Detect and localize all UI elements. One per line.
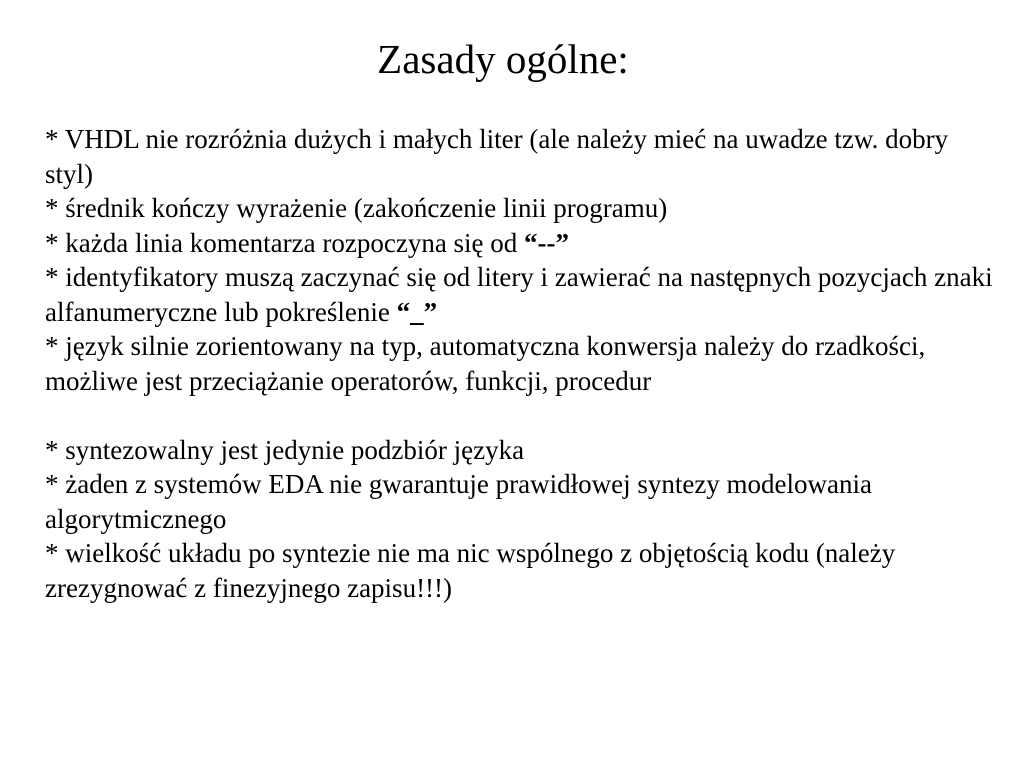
bullet-text: * żaden z systemów EDA nie gwarantuje prawidłowej syntezy modelowania algorytmicznego [45, 469, 873, 534]
bullet-text: * identyfikatory muszą zaczynać się od litery i zawierać na następnych pozycjach znaki alfanumeryczne lub pokreślenie [45, 262, 993, 327]
slide-body [45, 122, 995, 605]
bullet-case-insensitivity [45, 122, 995, 191]
bullet-text: * język silnie zorientowany na typ, automatyczna konwersja należy do rzadkości, możliwe jest przeciążanie operatorów, funkcji, procedur [45, 331, 926, 396]
bullet-circuit-size [45, 536, 995, 605]
bullet-synthesizable-subset [45, 433, 995, 468]
bullet-text: * VHDL nie rozróżnia dużych i małych liter (ale należy mieć na uwadze tzw. dobry styl) [45, 124, 949, 189]
underscore-symbol: “_” [396, 296, 438, 327]
slide-title: Zasady ogólne: [377, 36, 629, 82]
bullet-identifiers [45, 260, 995, 329]
bullet-text: * średnik kończy wyrażenie (zakończenie linii programu) [45, 193, 668, 223]
paragraph-gap [45, 398, 995, 433]
bullet-typing [45, 329, 995, 398]
bullet-text: * każda linia komentarza rozpoczyna się od [45, 227, 525, 258]
bullet-text: * wielkość układu po syntezie nie ma nic wspólnego z objętością kodu (należy zrezygnować z finezyjnego zapisu!!!) [45, 538, 896, 603]
comment-symbol: “--” [524, 227, 570, 258]
bullet-semicolon [45, 191, 995, 226]
bullet-text: * syntezowalny jest jedynie podzbiór języka [45, 434, 525, 465]
bullet-eda-synthesis [45, 467, 995, 536]
bullet-comment [45, 226, 995, 261]
